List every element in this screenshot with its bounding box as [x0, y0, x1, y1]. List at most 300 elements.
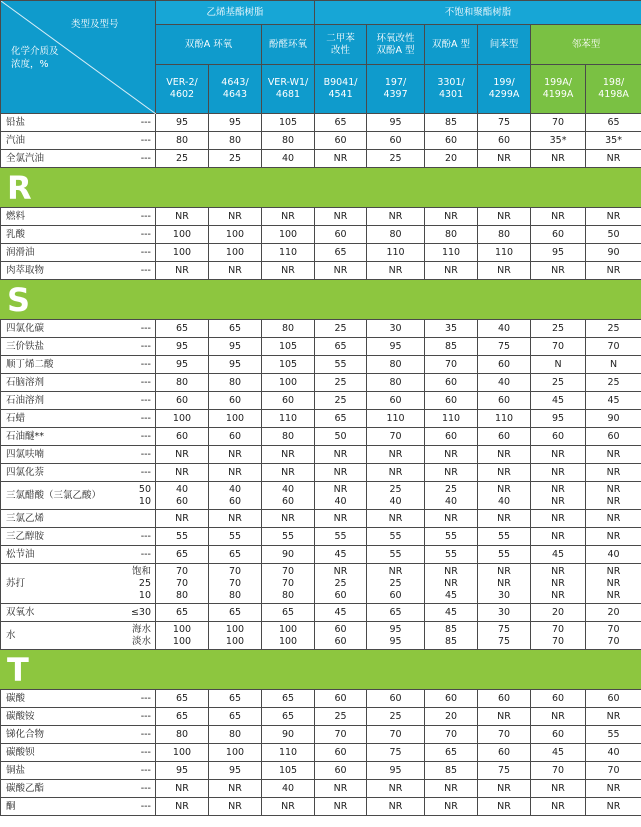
temperature-cell	[156, 132, 209, 150]
medium-name: 碳酸	[6, 692, 26, 704]
model-code: 197/	[384, 77, 407, 88]
temperature-value: 80	[389, 376, 402, 388]
temperature-value: 75	[497, 635, 511, 647]
temperature-value: NR	[551, 512, 565, 524]
concentration	[141, 783, 151, 795]
temperature-cell	[531, 546, 586, 564]
temperature-value: 40	[497, 495, 511, 507]
temperature-value: NR	[281, 210, 295, 222]
table-row	[1, 320, 641, 338]
temperature-cell	[367, 392, 425, 410]
medium-cell	[1, 546, 156, 564]
temperature-value: NR	[551, 264, 565, 276]
concentration	[141, 747, 151, 759]
temperature-cell	[425, 798, 478, 816]
temperature-cell	[425, 132, 478, 150]
temperature-value: 95	[389, 635, 402, 647]
temperature-value: 55	[444, 530, 458, 542]
temperature-value: NR	[228, 210, 242, 222]
temperature-value: NR	[551, 577, 565, 589]
medium-name: 双氧水	[6, 606, 35, 618]
temperature-value: 25	[389, 710, 402, 722]
temperature-cell	[367, 428, 425, 446]
concentration	[141, 711, 151, 723]
temperature-cell	[156, 798, 209, 816]
temperature-cell	[425, 528, 478, 546]
temperature-cell	[531, 226, 586, 244]
temperature-value: 65	[175, 710, 189, 722]
temperature-value: NR	[606, 565, 621, 577]
temperature-value: 60	[497, 746, 511, 758]
temperature-cell	[209, 244, 262, 262]
temperature-value: 25	[334, 577, 347, 589]
temperature-value: 65	[444, 746, 458, 758]
corner-medium-label: 化学介质及 浓度，%	[11, 46, 59, 70]
concentration	[141, 467, 151, 479]
table-row	[1, 114, 641, 132]
model-code: 198/	[602, 77, 625, 88]
medium-name: 锑化合物	[6, 728, 45, 740]
medium-cell	[1, 262, 156, 280]
concentration	[141, 359, 151, 371]
temperature-value: 60	[389, 692, 402, 704]
temperature-value: NR	[175, 210, 189, 222]
medium-cell	[1, 208, 156, 226]
temperature-cell	[262, 708, 315, 726]
temperature-value: 40	[334, 495, 347, 507]
temperature-cell	[156, 244, 209, 262]
temperature-value: 80	[444, 228, 458, 240]
temperature-cell	[209, 320, 262, 338]
concentration	[141, 693, 151, 705]
temperature-cell	[262, 446, 315, 464]
temperature-value: 25	[389, 483, 402, 495]
temperature-value: 70	[551, 340, 565, 352]
temperature-cell	[262, 744, 315, 762]
temperature-value: 110	[386, 246, 405, 258]
temperature-value: 65	[334, 412, 347, 424]
temperature-value: 60	[444, 430, 458, 442]
temperature-value: NR	[388, 466, 403, 478]
medium-name: 三乙醇胺	[6, 530, 45, 542]
temperature-cell	[209, 338, 262, 356]
temperature-cell	[586, 798, 641, 816]
table-row	[1, 428, 641, 446]
temperature-cell	[425, 392, 478, 410]
temperature-value: 25	[551, 322, 565, 334]
temperature-value: 60	[551, 728, 565, 740]
temperature-value: NR	[444, 512, 458, 524]
temperature-value: 60	[334, 746, 347, 758]
temperature-cell	[531, 762, 586, 780]
model-number: 4643	[222, 89, 248, 100]
group-vinyl-ester: 乙烯基酯树脂	[156, 1, 315, 25]
temperature-cell	[315, 708, 367, 726]
temperature-value: 100	[172, 623, 192, 635]
temperature-cell	[478, 244, 531, 262]
temperature-cell	[367, 320, 425, 338]
temperature-cell	[586, 622, 641, 650]
temperature-value: 70	[281, 565, 295, 577]
temperature-value: 110	[278, 746, 298, 758]
temperature-value: NR	[333, 264, 348, 276]
medium-name: 碳酸乙酯	[6, 782, 45, 794]
temperature-cell	[367, 564, 425, 604]
concentration-value: 饱和	[131, 565, 151, 577]
temperature-value: 100	[278, 623, 298, 635]
temperature-cell	[586, 604, 641, 622]
temperature-value: 95	[228, 764, 242, 776]
temperature-cell	[315, 780, 367, 798]
temperature-cell	[367, 708, 425, 726]
temperature-value: 25	[607, 322, 620, 334]
temperature-cell	[586, 564, 641, 604]
table-row	[1, 708, 641, 726]
temperature-value: NR	[497, 466, 511, 478]
temperature-value: 60	[334, 623, 347, 635]
temperature-cell	[156, 428, 209, 446]
temperature-cell	[367, 150, 425, 168]
temperature-value: 30	[497, 589, 511, 601]
temperature-value: 95	[175, 764, 189, 776]
temperature-cell	[315, 428, 367, 446]
medium-name: 四氯呋喃	[6, 448, 45, 460]
temperature-cell	[478, 392, 531, 410]
temperature-cell	[425, 708, 478, 726]
concentration-value: 海水	[131, 623, 151, 635]
temperature-cell	[367, 546, 425, 564]
temperature-cell	[531, 604, 586, 622]
temperature-value: 60	[334, 635, 347, 647]
temperature-value: 105	[278, 358, 298, 370]
temperature-cell	[209, 410, 262, 428]
temperature-value: NR	[497, 264, 511, 276]
medium-cell	[1, 798, 156, 816]
table-row	[1, 392, 641, 410]
medium-cell	[1, 464, 156, 482]
temperature-cell	[586, 546, 641, 564]
temperature-value: NR	[444, 782, 458, 794]
temperature-cell	[315, 374, 367, 392]
temperature-value: 95	[175, 116, 189, 128]
temperature-value: 110	[441, 246, 461, 258]
temperature-cell	[531, 392, 586, 410]
temperature-value: 65	[281, 606, 295, 618]
temperature-cell	[425, 604, 478, 622]
temperature-value: NR	[281, 466, 295, 478]
medium-name: 肉萃取物	[6, 264, 45, 276]
temperature-value: 70	[444, 728, 458, 740]
temperature-cell	[425, 338, 478, 356]
concentration	[141, 431, 151, 443]
model-number: 4602	[169, 89, 195, 100]
temperature-cell	[156, 528, 209, 546]
concentration-value: ---	[140, 322, 151, 334]
temperature-cell	[367, 798, 425, 816]
temperature-cell	[531, 150, 586, 168]
concentration	[141, 549, 151, 561]
table-row	[1, 482, 641, 510]
sub-epoxy-modified: 环氧改性 双酚A 型	[367, 25, 425, 65]
temperature-value: 70	[497, 728, 511, 740]
temperature-value: NR	[175, 264, 189, 276]
temperature-value: 95	[551, 412, 565, 424]
concentration-value: ---	[140, 228, 151, 240]
concentration	[141, 801, 151, 813]
temperature-value: 40	[389, 495, 402, 507]
medium-cell	[1, 114, 156, 132]
temperature-cell	[531, 132, 586, 150]
temperature-value: 60	[444, 692, 458, 704]
temperature-value: NR	[228, 800, 242, 812]
temperature-value: NR	[551, 483, 565, 495]
temperature-cell	[586, 132, 641, 150]
temperature-cell	[367, 244, 425, 262]
concentration-value: ---	[140, 152, 151, 164]
concentration	[141, 765, 151, 777]
temperature-cell	[367, 114, 425, 132]
temperature-value: 60	[497, 134, 511, 146]
temperature-value: 100	[225, 623, 245, 635]
medium-name: 顺丁烯二酸	[6, 358, 54, 370]
temperature-value: 75	[497, 764, 511, 776]
temperature-cell	[586, 262, 641, 280]
temperature-value: NR	[228, 448, 242, 460]
section-letter: T	[7, 650, 29, 689]
temperature-cell	[156, 150, 209, 168]
temperature-value: 65	[334, 246, 347, 258]
model-cell	[315, 65, 367, 114]
medium-name: 三价铁盐	[6, 340, 45, 352]
temperature-cell	[367, 622, 425, 650]
temperature-value: NR	[228, 264, 242, 276]
temperature-value: 60	[334, 589, 347, 601]
temperature-cell	[315, 392, 367, 410]
temperature-value: 70	[389, 728, 402, 740]
temperature-cell	[478, 114, 531, 132]
table-row	[1, 604, 641, 622]
temperature-cell	[156, 690, 209, 708]
medium-name: 燃料	[6, 210, 26, 222]
temperature-cell	[531, 798, 586, 816]
temperature-value: 60	[334, 692, 347, 704]
concentration	[141, 323, 151, 335]
temperature-cell	[586, 726, 641, 744]
concentration	[131, 607, 151, 619]
medium-name: 松节油	[6, 548, 35, 560]
temperature-cell	[262, 604, 315, 622]
concentration-value: ≤30	[130, 606, 151, 618]
temperature-value: 40	[175, 483, 189, 495]
temperature-cell	[262, 464, 315, 482]
temperature-value: 85	[444, 635, 458, 647]
temperature-cell	[531, 114, 586, 132]
temperature-value: NR	[175, 512, 189, 524]
temperature-cell	[586, 464, 641, 482]
medium-cell	[1, 356, 156, 374]
temperature-value: 80	[497, 228, 511, 240]
concentration-value: ---	[140, 800, 151, 812]
temperature-cell	[315, 114, 367, 132]
temperature-value: 45	[444, 589, 458, 601]
temperature-cell	[478, 482, 531, 510]
section-letter: S	[7, 280, 31, 319]
temperature-cell	[367, 528, 425, 546]
temperature-value: N	[554, 358, 562, 370]
temperature-cell	[156, 374, 209, 392]
temperature-value: NR	[444, 466, 458, 478]
temperature-cell	[425, 564, 478, 604]
temperature-value: 60	[175, 394, 189, 406]
table-row	[1, 528, 641, 546]
temperature-value: NR	[333, 800, 348, 812]
section-letter-cell	[1, 650, 641, 690]
temperature-value: 60	[607, 692, 620, 704]
model-code: VER-W1/	[267, 77, 309, 88]
temperature-value: 70	[551, 764, 565, 776]
temperature-value: 55	[175, 530, 189, 542]
temperature-cell	[262, 798, 315, 816]
temperature-cell	[478, 622, 531, 650]
temperature-cell	[586, 226, 641, 244]
temperature-cell	[531, 262, 586, 280]
medium-name: 苏打	[6, 577, 26, 589]
corner-cell	[1, 1, 156, 114]
temperature-value: N	[609, 358, 618, 370]
temperature-cell	[156, 262, 209, 280]
temperature-cell	[425, 226, 478, 244]
temperature-cell	[315, 150, 367, 168]
temperature-value: 55	[334, 530, 347, 542]
temperature-cell	[425, 762, 478, 780]
medium-name: 碳酸铵	[6, 710, 35, 722]
medium-cell	[1, 690, 156, 708]
medium-cell	[1, 320, 156, 338]
table-row	[1, 262, 641, 280]
temperature-value: 105	[278, 764, 298, 776]
temperature-value: NR	[497, 710, 511, 722]
temperature-cell	[262, 410, 315, 428]
concentration	[141, 531, 151, 543]
temperature-value: 25	[444, 483, 458, 495]
temperature-value: 95	[175, 340, 189, 352]
temperature-cell	[367, 208, 425, 226]
concentration-value: ---	[140, 246, 151, 258]
temperature-cell	[262, 546, 315, 564]
temperature-cell	[478, 338, 531, 356]
temperature-cell	[425, 744, 478, 762]
temperature-value: 60	[444, 134, 458, 146]
temperature-value: NR	[606, 710, 621, 722]
temperature-cell	[262, 150, 315, 168]
temperature-cell	[209, 690, 262, 708]
temperature-cell	[367, 780, 425, 798]
model-cell	[367, 65, 425, 114]
temperature-value: 45	[551, 394, 565, 406]
temperature-cell	[262, 208, 315, 226]
temperature-cell	[531, 446, 586, 464]
section-row-s	[1, 280, 641, 320]
temperature-value: NR	[551, 565, 565, 577]
medium-name: 石脑溶剂	[6, 376, 45, 388]
temperature-cell	[425, 244, 478, 262]
table-row	[1, 564, 641, 604]
table-row	[1, 798, 641, 816]
medium-cell	[1, 528, 156, 546]
temperature-cell	[209, 482, 262, 510]
temperature-value: 60	[551, 430, 565, 442]
temperature-value: 25	[334, 322, 347, 334]
section-letter-cell	[1, 168, 641, 208]
temperature-value: 30	[389, 322, 402, 334]
temperature-value: 65	[228, 322, 242, 334]
temperature-cell	[156, 744, 209, 762]
temperature-value: 40	[281, 782, 295, 794]
temperature-value: 100	[278, 228, 298, 240]
temperature-value: NR	[551, 152, 565, 164]
temperature-value: NR	[281, 800, 295, 812]
temperature-cell	[156, 356, 209, 374]
model-code: 199/	[493, 77, 515, 88]
temperature-value: 55	[389, 530, 402, 542]
medium-cell	[1, 726, 156, 744]
model-code: VER-2/	[166, 77, 198, 88]
table-row	[1, 762, 641, 780]
concentration	[141, 413, 151, 425]
sub-novolac-epoxy: 酚醛环氧	[262, 25, 315, 65]
temperature-cell	[156, 320, 209, 338]
temperature-value: NR	[228, 512, 242, 524]
temperature-value: NR	[444, 448, 458, 460]
table-row	[1, 244, 641, 262]
temperature-value: 95	[175, 358, 189, 370]
temperature-value: 55	[497, 530, 511, 542]
concentration-value: ---	[140, 530, 151, 542]
medium-name: 水	[6, 629, 16, 641]
medium-name: 三氯醋酸（三氯乙酸）	[6, 489, 102, 501]
temperature-value: 40	[281, 483, 295, 495]
temperature-cell	[425, 208, 478, 226]
concentration	[132, 566, 151, 602]
temperature-cell	[209, 546, 262, 564]
temperature-cell	[262, 428, 315, 446]
temperature-value: 105	[278, 116, 298, 128]
temperature-cell	[315, 762, 367, 780]
medium-cell	[1, 622, 156, 650]
temperature-cell	[531, 374, 586, 392]
temperature-cell	[262, 114, 315, 132]
temperature-cell	[531, 464, 586, 482]
temperature-value: NR	[497, 448, 511, 460]
temperature-cell	[262, 320, 315, 338]
table-row	[1, 132, 641, 150]
medium-name: 汽油	[6, 134, 26, 146]
temperature-value: 70	[607, 635, 620, 647]
temperature-value: 40	[607, 548, 620, 560]
temperature-value: 60	[497, 692, 511, 704]
temperature-cell	[425, 464, 478, 482]
table-row	[1, 356, 641, 374]
temperature-cell	[156, 208, 209, 226]
temperature-cell	[209, 708, 262, 726]
temperature-value: NR	[551, 448, 565, 460]
medium-cell	[1, 744, 156, 762]
medium-name: 碳酸钡	[6, 746, 35, 758]
temperature-value: NR	[606, 589, 621, 601]
medium-cell	[1, 226, 156, 244]
temperature-cell	[315, 744, 367, 762]
temperature-cell	[315, 564, 367, 604]
